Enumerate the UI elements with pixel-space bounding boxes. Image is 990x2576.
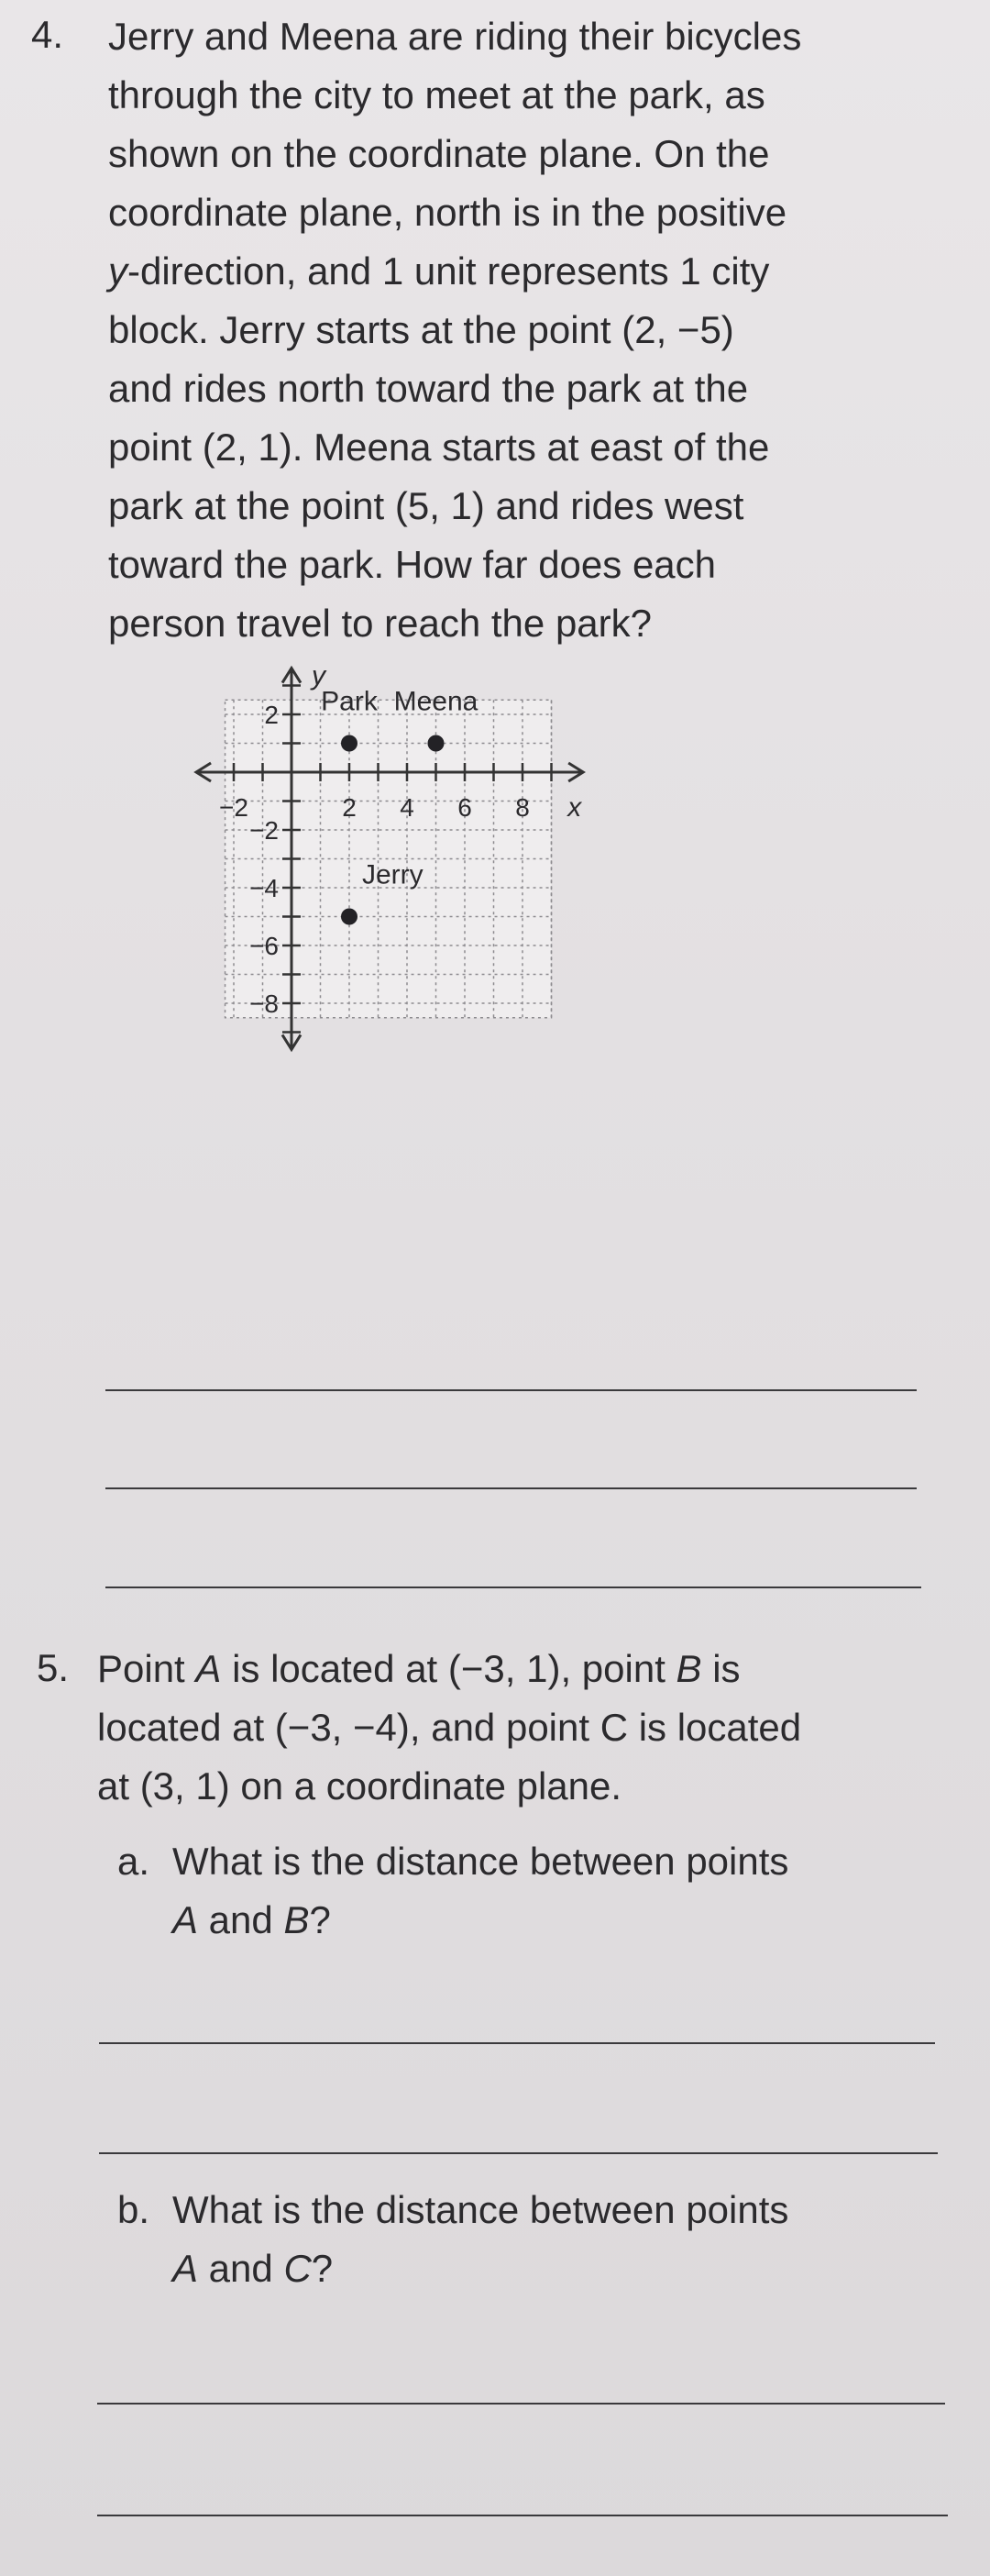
point-label-park: Park <box>321 686 378 717</box>
y-tick-label: −2 <box>249 816 279 845</box>
x-tick-label: 4 <box>400 793 414 822</box>
q4-answer-line-2[interactable] <box>105 1487 917 1489</box>
y-tick-label: −6 <box>249 932 279 960</box>
q5a-line-1: What is the distance between points <box>172 1840 789 1883</box>
q5-point-a: A <box>195 1647 222 1690</box>
q5b-line-1: What is the distance between points <box>172 2188 789 2231</box>
q5a-answer-line-1[interactable] <box>99 2042 935 2044</box>
q4-line-4: coordinate plane, north is in the positive <box>108 191 787 234</box>
y-tick-label: 2 <box>264 701 279 729</box>
q5b-answer-line-2[interactable] <box>97 2515 948 2516</box>
y-axis-label: y <box>312 660 325 691</box>
q5a-line-2 <box>172 1891 788 1950</box>
q4-line-1: Jerry and Meena are riding their bicycles <box>108 15 802 58</box>
q5-part-b-label: b. <box>117 2188 150 2231</box>
q5b-answer-line-1[interactable] <box>97 2403 945 2405</box>
q5-line-3: at (3, 1) on a coordinate plane. <box>97 1764 622 1808</box>
point-meena <box>428 735 445 752</box>
q5a-end: ? <box>309 1898 331 1941</box>
q4-line-2: through the city to meet at the park, as <box>108 73 765 116</box>
q5a-point-2: B <box>283 1898 310 1941</box>
x-tick-label: 2 <box>342 793 357 822</box>
q5-part-a-label: a. <box>117 1840 150 1883</box>
q5-line-1-c: is <box>701 1647 741 1690</box>
q4-line-8: point (2, 1). Meena starts at east of the <box>108 426 770 469</box>
question-5-text <box>97 1640 801 1816</box>
q4-answer-line-3[interactable] <box>105 1587 921 1588</box>
q4-answer-line-1[interactable] <box>105 1389 917 1391</box>
x-tick-label: −2 <box>219 793 248 822</box>
q5-line-1-b: is located at (−3, 1), point <box>221 1647 676 1690</box>
question-5-number: 5. <box>37 1646 70 1689</box>
q5b-point-2: C <box>283 2247 312 2290</box>
q4-line-7: and rides north toward the park at the <box>108 367 749 410</box>
q5a-and: and <box>198 1898 284 1941</box>
point-label-jerry: Jerry <box>362 859 424 890</box>
q5-part-b-text <box>172 2181 788 2298</box>
x-axis-label: x <box>567 792 582 823</box>
q4-y-variable: y <box>108 249 127 293</box>
q5a-answer-line-2[interactable] <box>99 2152 938 2154</box>
q5-part-a-text <box>172 1832 788 1950</box>
q4-line-11: person travel to reach the park? <box>108 602 653 645</box>
x-tick-label: 8 <box>515 793 530 822</box>
q5-point-b: B <box>676 1647 702 1690</box>
q5-line-2: located at (−3, −4), and point C is located <box>97 1706 802 1749</box>
q5b-end: ? <box>311 2247 334 2290</box>
point-label-meena: Meena <box>393 686 478 717</box>
q5b-point-1: A <box>172 2247 199 2290</box>
point-park <box>341 735 358 752</box>
q4-line-3: shown on the coordinate plane. On the <box>108 132 770 175</box>
point-jerry <box>341 909 358 925</box>
x-tick-label: 6 <box>457 793 472 822</box>
q4-line-10: toward the park. How far does each <box>108 543 717 586</box>
q5b-and: and <box>198 2247 284 2290</box>
q5a-point-1: A <box>172 1898 199 1941</box>
q4-line-9: park at the point (5, 1) and rides west <box>108 484 744 527</box>
q5b-line-2 <box>172 2239 788 2298</box>
y-tick-label: −8 <box>249 989 279 1018</box>
question-4-number: 4. <box>31 13 64 56</box>
q5-line-1-a: Point <box>97 1647 196 1690</box>
q4-line-5-text: -direction, and 1 unit represents 1 city <box>127 249 770 293</box>
q4-line-6: block. Jerry starts at the point (2, −5) <box>108 308 734 351</box>
y-tick-label: −4 <box>249 874 279 902</box>
q5-line-1 <box>97 1640 801 1698</box>
